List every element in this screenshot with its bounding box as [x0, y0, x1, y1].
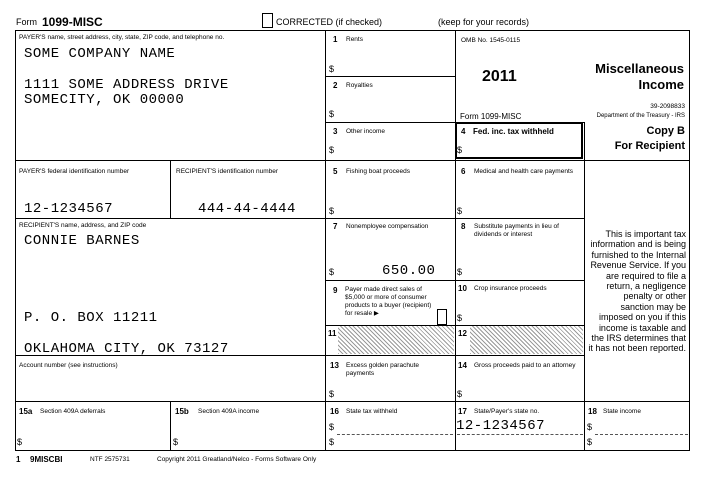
box15b-dollar: $: [173, 437, 179, 447]
omb-number: OMB No. 1545-0115: [461, 37, 521, 44]
box6-label: Medical and health care payments: [474, 168, 574, 175]
box15a-num: 15a: [19, 407, 33, 416]
dept-treasury: Department of the Treasury - IRS: [596, 113, 685, 119]
box1-label: Rents: [346, 36, 363, 43]
box9-num: 9: [333, 286, 338, 295]
corrected-label: CORRECTED (if checked): [276, 17, 383, 27]
recipient-address2[interactable]: OKLAHOMA CITY, OK 73127: [24, 341, 229, 357]
box2-label: Royalties: [346, 82, 373, 89]
box16-label: State tax withheld: [346, 408, 398, 415]
recipient-name-label: RECIPIENT'S name, address, and ZIP code: [19, 222, 147, 229]
form-name: 1099-MISC: [42, 15, 103, 29]
box2-num: 2: [333, 81, 338, 90]
payer-name[interactable]: SOME COMPANY NAME: [24, 46, 176, 62]
payer-address1[interactable]: 1111 SOME ADDRESS DRIVE: [24, 77, 229, 93]
box16-dollar-2: $: [329, 437, 335, 447]
box11-num: 11: [328, 329, 337, 338]
keep-records: (keep for your records): [438, 17, 530, 27]
recipient-notice: This is important tax information and is being furnished to the Internal Revenue Service. If you are required to file a return, a negligence penalty or other sanction may be imposed on you if this income is taxable and the IRS determines that it has not been reported.: [588, 229, 686, 354]
box6-num: 6: [461, 167, 466, 176]
form-label: Form 1099-MISC: [460, 112, 522, 121]
payer-address2[interactable]: SOMECITY, OK 00000: [24, 92, 185, 108]
box14-dollar: $: [457, 389, 463, 399]
box9-label: Payer made direct sales of $5,000 or more of consumer products to a buyer (recipient) for resale ▶: [345, 286, 432, 317]
footer-page: 1: [16, 455, 21, 464]
corrected-checkbox[interactable]: [262, 13, 273, 28]
box10-num: 10: [458, 284, 467, 293]
footer-copyright: Copyright 2011 Greatland/Nelco - Forms Software Only: [157, 456, 317, 463]
box3-label: Other income: [346, 128, 386, 135]
box17-value[interactable]: 12-1234567: [456, 418, 546, 434]
box18-num: 18: [588, 407, 597, 416]
box15b-label: Section 409A income: [198, 408, 260, 415]
box17-num: 17: [458, 407, 467, 416]
copy-for: For Recipient: [614, 140, 685, 152]
box8-dollar: $: [457, 267, 463, 277]
box4-num: 4: [461, 127, 466, 136]
box13-label: Excess golden parachute payments: [346, 362, 419, 377]
payer-fed-id-label: PAYER'S federal identification number: [19, 168, 130, 175]
footer-code: 9MISCBI: [30, 455, 63, 464]
box16-dollar-1: $: [329, 422, 335, 432]
copy-b: Copy B: [646, 125, 685, 137]
form-prefix: Form: [16, 17, 37, 27]
box14-num: 14: [458, 361, 467, 370]
box10-label: Crop insurance proceeds: [474, 285, 547, 292]
form-title-line1: Miscellaneous: [595, 61, 684, 76]
box1-num: 1: [333, 35, 338, 44]
box1-dollar: $: [329, 64, 335, 74]
box5-label: Fishing boat proceeds: [346, 168, 410, 175]
box12-shaded: [470, 326, 583, 354]
recipient-name[interactable]: CONNIE BARNES: [24, 233, 140, 249]
box10-dollar: $: [457, 313, 463, 323]
box8-label: Substitute payments in lieu of dividends or interest: [474, 223, 559, 238]
box5-dollar: $: [329, 206, 335, 216]
box18-label: State income: [603, 408, 641, 415]
box12-num: 12: [458, 329, 467, 338]
box8-num: 8: [461, 222, 466, 231]
box15a-label: Section 409A deferrals: [40, 408, 106, 415]
box5-num: 5: [333, 167, 338, 176]
dept-code: 39-2098833: [650, 103, 685, 110]
box3-num: 3: [333, 127, 338, 136]
box4-dollar: $: [457, 145, 463, 155]
box17-label: State/Payer's state no.: [474, 408, 540, 415]
box13-dollar: $: [329, 389, 335, 399]
box2-dollar: $: [329, 109, 335, 119]
box9-checkbox[interactable]: [437, 309, 447, 325]
box4-label: Fed. inc. tax withheld: [473, 127, 554, 136]
box13-num: 13: [330, 361, 339, 370]
box18-dollar-1: $: [587, 422, 593, 432]
box7-dollar: $: [329, 267, 335, 277]
box15a-dollar: $: [17, 437, 23, 447]
box3-dollar: $: [329, 145, 335, 155]
payer-label: PAYER'S name, street address, city, state, ZIP code, and telephone no.: [19, 34, 225, 41]
payer-fed-id[interactable]: 12-1234567: [24, 201, 114, 217]
box7-num: 7: [333, 222, 338, 231]
box11-shaded: [338, 326, 454, 354]
box16-num: 16: [330, 407, 339, 416]
tax-year: 2011: [482, 68, 517, 85]
box7-value[interactable]: 650.00: [382, 263, 436, 279]
box14-label: Gross proceeds paid to an attorney: [474, 362, 576, 369]
form-title-line2: Income: [638, 77, 684, 92]
box18-dollar-2: $: [587, 437, 593, 447]
recipient-id[interactable]: 444-44-4444: [198, 201, 296, 217]
recipient-id-label: RECIPIENT'S identification number: [176, 168, 279, 175]
account-number-label: Account number (see instructions): [19, 362, 118, 369]
footer-ntf: NTF 2575731: [90, 456, 130, 463]
box7-label: Nonemployee compensation: [346, 223, 429, 230]
box15b-num: 15b: [175, 407, 189, 416]
recipient-address1[interactable]: P. O. BOX 11211: [24, 310, 158, 326]
box6-dollar: $: [457, 206, 463, 216]
